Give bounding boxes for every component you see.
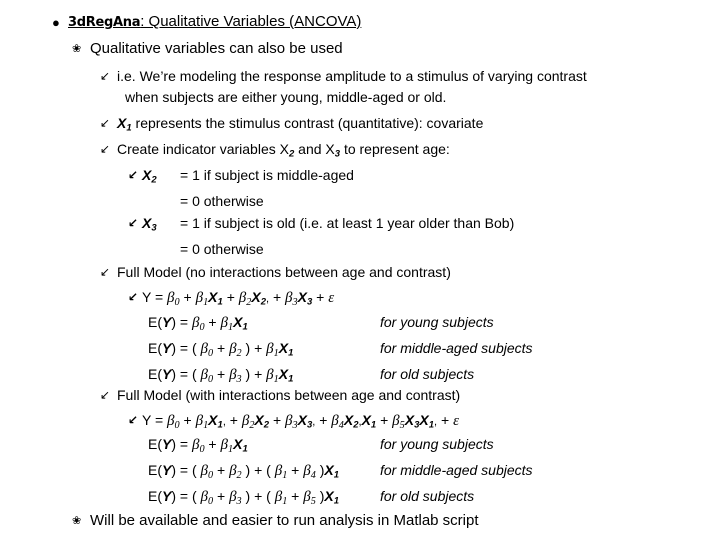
expectation-row-young-interaction bbox=[148, 434, 533, 460]
bullet-level3-icon: ↙ bbox=[100, 142, 111, 156]
bullet-level4-icon: ↙ bbox=[128, 168, 139, 182]
bullet-level4-icon: ↙ bbox=[128, 413, 139, 427]
expectation-lhs-young-interaction: $E(Y) = \beta_0 + \beta_1X_1$ bbox=[148, 436, 248, 455]
equation-y-with-interaction: $Y = \beta_0 + \beta_1X_1$, + $\beta_2X_2 + \beta_3X_3$, + $\beta_4X_2,X_1 + \beta_5X_3X_1$, + ε bbox=[142, 412, 459, 431]
text-example-description bbox=[117, 66, 587, 108]
equation-y-no-interaction: $Y = \beta_0 + \beta_1X_1 + \beta_2X_2$, + $\beta_3X_3 + \varepsilon$ bbox=[142, 289, 335, 308]
title-remainder: : Qualitative Variables (ANCOVA) bbox=[140, 13, 362, 30]
definition-x3-label bbox=[128, 213, 180, 239]
definition-x2 bbox=[128, 165, 354, 211]
bullet-level3-icon: ↙ bbox=[100, 265, 111, 279]
text-x1-covariate-rest: represents the stimulus contrast (quantitative): covariate bbox=[131, 115, 484, 131]
bullet-level3-icon: ↙ bbox=[100, 69, 111, 83]
slide-title-row bbox=[52, 12, 361, 33]
expectation-rhs-old-interaction: for old subjects bbox=[380, 487, 475, 504]
symbol-x2-subscript: 2 bbox=[288, 148, 295, 160]
bullet-level4-icon: ↙ bbox=[128, 290, 139, 304]
text-create-pre: Create indicator variables X bbox=[117, 141, 289, 157]
expectation-lhs-old: E(Y) = ( $\beta_0 + \beta_3$ ) + $\beta_1X_1$ bbox=[148, 365, 294, 385]
expectation-rows-no-interaction bbox=[148, 312, 533, 390]
bullet-x1-covariate bbox=[100, 113, 483, 139]
definition-x3-value-0: = 0 otherwise bbox=[180, 240, 264, 257]
bullet-level3-icon: ↙ bbox=[100, 116, 111, 130]
bullet-qualitative-variables bbox=[72, 38, 343, 59]
bullet-full-model-with-interaction bbox=[100, 385, 460, 406]
bullet-full-model-no-interaction bbox=[100, 262, 451, 283]
bullet-level4-icon: ↙ bbox=[128, 216, 139, 230]
definition-x3-line1 bbox=[128, 213, 514, 239]
text-create-post: to represent age: bbox=[340, 141, 450, 157]
text-full-model-with-interaction: Full Model (with interactions between age and contrast) bbox=[117, 387, 461, 403]
expectation-rhs-middle-interaction: for middle-aged subjects bbox=[380, 461, 533, 478]
bullet-level2-icon: ❀ bbox=[72, 514, 82, 527]
definition-x3 bbox=[128, 213, 514, 259]
expectation-rhs-young: for young subjects bbox=[380, 314, 494, 330]
expectation-rhs-middle: for middle-aged subjects bbox=[380, 339, 533, 356]
expectation-lhs-middle-interaction: E(Y) = ( $\beta_0 + \beta_2$ ) + ( $\beta_1 + \beta_4$ )$X_1$ bbox=[148, 461, 340, 481]
expectation-row-middle bbox=[148, 338, 533, 364]
symbol-x3 bbox=[142, 213, 157, 239]
definition-x2-value-1: = 1 if subject is middle-aged bbox=[180, 167, 354, 183]
bullet-level3-icon: ↙ bbox=[100, 388, 111, 402]
text-example-line2: when subjects are either young, middle-aged or old. bbox=[125, 89, 447, 105]
expectation-row-old-interaction bbox=[148, 486, 533, 512]
equation-model-with-interaction bbox=[128, 410, 459, 436]
symbol-x2-sub: 2 bbox=[151, 174, 157, 186]
definition-x2-value-0: = 0 otherwise bbox=[180, 192, 264, 209]
expectation-rhs-old: for old subjects bbox=[380, 365, 475, 382]
title-program-name: 3dRegAna bbox=[68, 15, 141, 30]
expectation-rows-with-interaction bbox=[148, 434, 533, 512]
text-create-indicators bbox=[117, 139, 450, 165]
bullet-matlab-script bbox=[72, 510, 479, 531]
page-title bbox=[68, 12, 361, 33]
expectation-lhs-young: $E(Y) = \beta_0 + \beta_1X_1$ bbox=[148, 314, 248, 333]
bullet-level2-icon: ❀ bbox=[72, 42, 82, 55]
expectation-rhs-young-interaction: for young subjects bbox=[380, 436, 494, 452]
text-create-mid: and X bbox=[294, 141, 335, 157]
symbol-x1-subscript: 1 bbox=[126, 122, 132, 134]
symbol-x3-sub: 3 bbox=[151, 222, 157, 234]
bullet-level1-icon: ● bbox=[52, 15, 60, 30]
symbol-x2 bbox=[142, 165, 157, 191]
definition-x2-label bbox=[128, 165, 180, 191]
symbol-x3-subscript: 3 bbox=[334, 148, 341, 160]
equation-model-no-interaction bbox=[128, 287, 334, 313]
symbol-x3-base: X bbox=[142, 215, 152, 231]
expectation-row-young bbox=[148, 312, 533, 338]
definition-x2-line1 bbox=[128, 165, 354, 191]
text-example-line1: i.e. We’re modeling the response amplitude to a stimulus of varying contrast bbox=[117, 68, 587, 84]
bullet-create-indicators bbox=[100, 139, 450, 165]
text-x1-covariate bbox=[117, 113, 483, 139]
text-matlab-script: Will be available and easier to run analysis in Matlab script bbox=[90, 512, 479, 529]
bullet-example-description bbox=[100, 66, 587, 108]
expectation-row-middle-interaction bbox=[148, 460, 533, 486]
text-full-model-no-interaction: Full Model (no interactions between age and contrast) bbox=[117, 264, 451, 280]
expectation-lhs-old-interaction: E(Y) = ( $\beta_0 + \beta_3$ ) + ( $\beta_1 + \beta_5$ )$X_1$ bbox=[148, 487, 340, 507]
symbol-x2-base: X bbox=[142, 167, 152, 183]
symbol-x1: X bbox=[117, 115, 127, 131]
expectation-lhs-middle: E(Y) = ( $\beta_0 + \beta_2$ ) + $\beta_1X_1$ bbox=[148, 339, 294, 359]
text-qualitative-variables: Qualitative variables can also be used bbox=[90, 40, 343, 57]
definition-x3-value-1: = 1 if subject is old (i.e. at least 1 year older than Bob) bbox=[180, 215, 515, 231]
